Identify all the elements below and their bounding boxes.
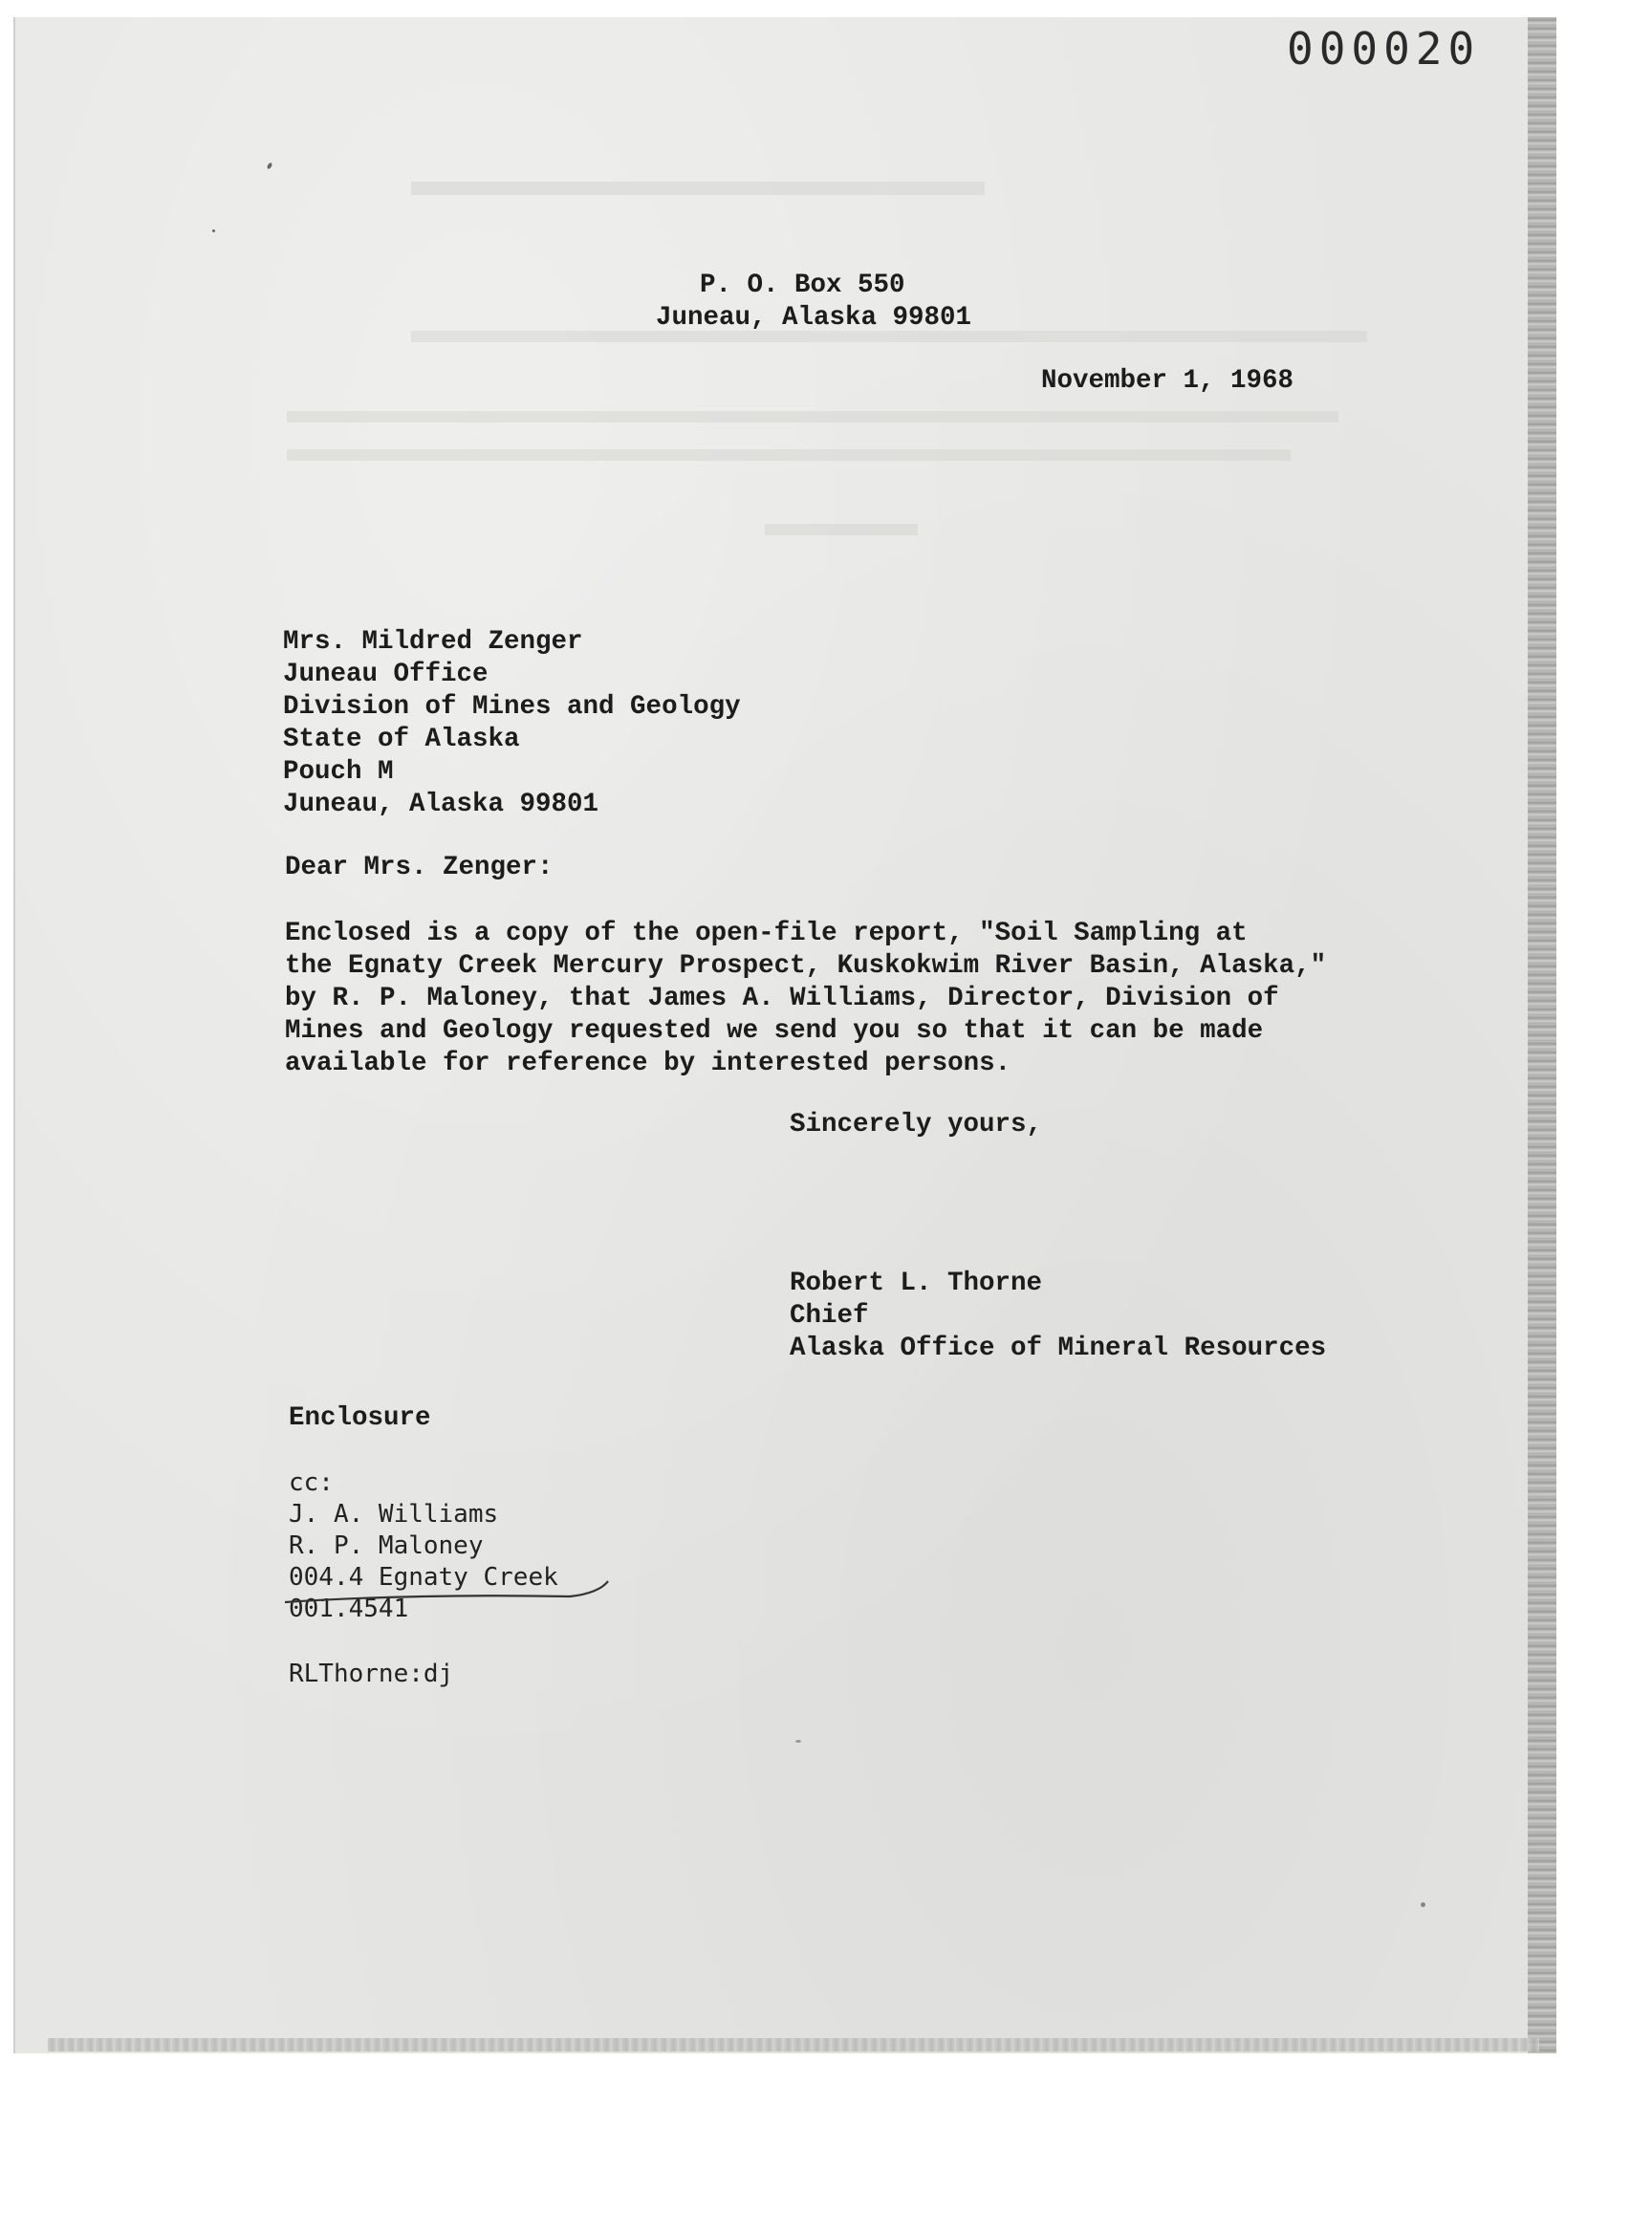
body-line: available for reference by interested persons.: [285, 1049, 1011, 1078]
bleed-through-mark: [765, 524, 918, 535]
typist-initials: RLThorne:dj: [289, 1660, 454, 1688]
signature-line: Chief: [790, 1301, 869, 1331]
pen-speck: [1421, 1902, 1425, 1907]
page-edge-right: [1528, 17, 1556, 2053]
recipient-line: Division of Mines and Geology: [283, 692, 741, 722]
cc-name: 004.4 Egnaty Creek: [289, 1563, 558, 1592]
bleed-through-mark: [411, 182, 985, 195]
recipient-line: Mrs. Mildred Zenger: [283, 627, 583, 657]
page-edge-bottom: [48, 2038, 1539, 2051]
recipient-address: [283, 626, 741, 821]
closing: Sincerely yours,: [790, 1110, 1043, 1140]
signature-line: Alaska Office of Mineral Resources: [790, 1334, 1327, 1363]
sender-address-line: P. O. Box 550: [700, 271, 905, 300]
signature-block: [790, 1268, 1326, 1365]
bleed-through-mark: [287, 449, 1291, 461]
recipient-line: State of Alaska: [283, 725, 520, 754]
cc-name: J. A. Williams: [289, 1500, 499, 1529]
handwritten-underline: [283, 1568, 613, 1606]
page-number: 000020: [1287, 23, 1481, 75]
recipient-line: Pouch M: [283, 757, 394, 787]
cc-name: R. P. Maloney: [289, 1531, 484, 1560]
body-line: by R. P. Maloney, that James A. Williams, Director, Division of: [285, 984, 1279, 1013]
salutation: Dear Mrs. Zenger:: [285, 853, 554, 882]
bleed-through-mark: [287, 411, 1338, 423]
cc-label: cc:: [289, 1468, 334, 1497]
signature-line: Robert L. Thorne: [790, 1269, 1043, 1298]
pen-speck: [795, 1740, 801, 1743]
body-line: the Egnaty Creek Mercury Prospect, Kuskokwim River Basin, Alaska,": [285, 951, 1327, 981]
recipient-line: Juneau Office: [283, 660, 489, 689]
sender-address: [656, 270, 971, 335]
body-line: Enclosed is a copy of the open-file report, "Soil Sampling at: [285, 919, 1248, 948]
letter-date: November 1, 1968: [1041, 366, 1294, 396]
pen-speck: [212, 229, 215, 232]
sender-address-line: Juneau, Alaska 99801: [656, 303, 972, 333]
recipient-line: Juneau, Alaska 99801: [283, 790, 599, 819]
body-paragraph: [285, 918, 1326, 1080]
enclosure-label: Enclosure: [289, 1403, 431, 1433]
body-line: Mines and Geology requested we send you so that it can be made: [285, 1016, 1264, 1046]
cc-name: 001.4541: [289, 1595, 409, 1623]
